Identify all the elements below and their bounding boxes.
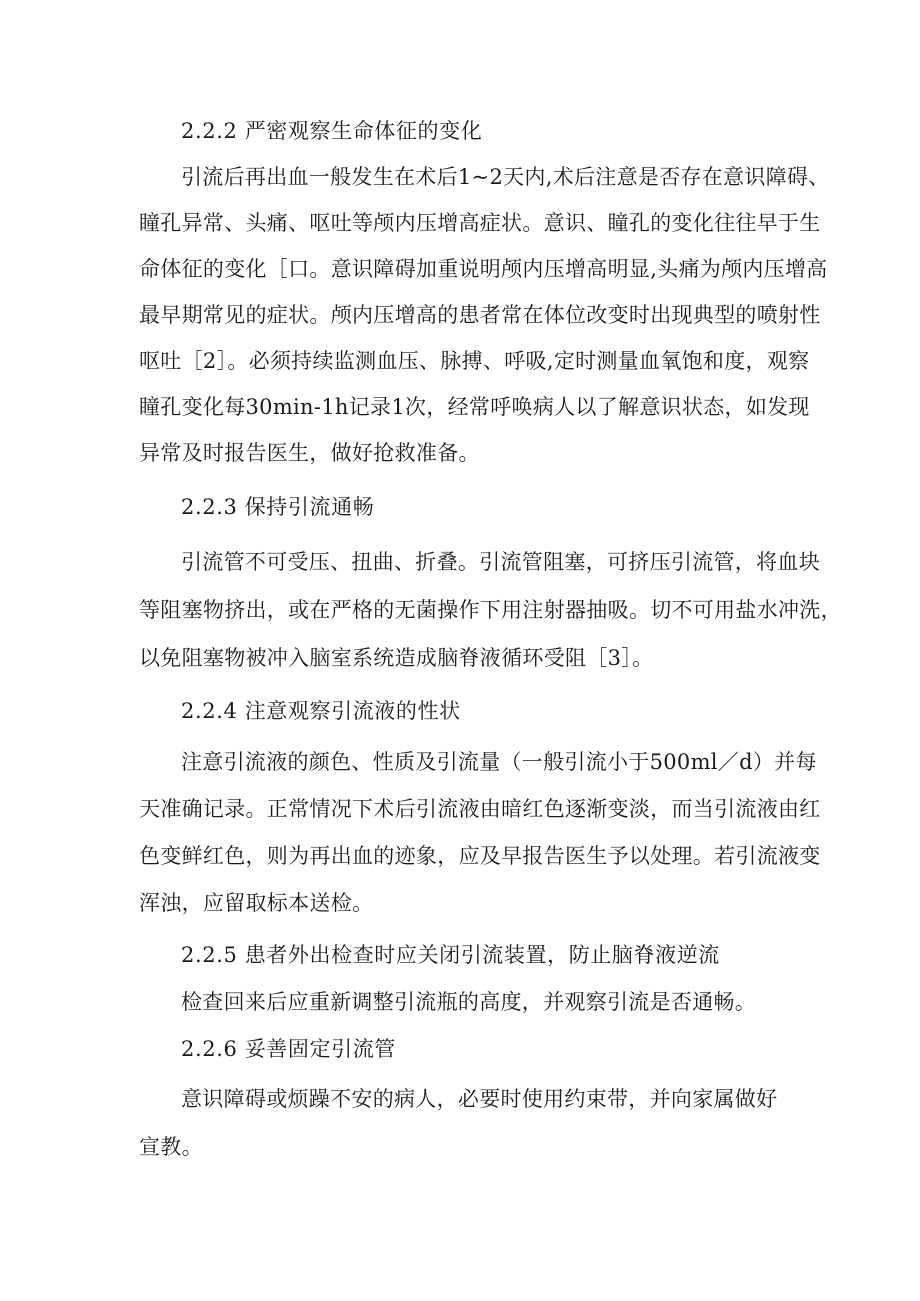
- paragraph-line: 瞳孔异常、头痛、呕吐等颅内压增高症状。意识、瞳孔的变化往往早于生: [139, 211, 821, 235]
- section-heading-2-2-6: 2.2.6 妥善固定引流管: [181, 1037, 396, 1061]
- section-heading-2-2-3: 2.2.3 保持引流通畅: [181, 495, 375, 519]
- paragraph-line: 引流后再出血一般发生在术后1~2天内,术后注意是否存在意识障碍、: [181, 165, 830, 189]
- paragraph-line: 以免阻塞物被冲入脑室系统造成脑脊液循环受阻［3］。: [139, 646, 654, 670]
- paragraph-line: 宣教。: [139, 1135, 203, 1159]
- paragraph-line: 浑浊，应留取标本送检。: [139, 891, 374, 915]
- section-heading-2-2-4: 2.2.4 注意观察引流液的性状: [181, 699, 461, 723]
- paragraph-line: 色变鲜红色，则为再出血的迹象，应及早报告医生予以处理。若引流液变: [139, 844, 821, 868]
- paragraph-line: 瞳孔变化每30min-1h记录1次，经常呼唤病人以了解意识状态，如发现: [139, 395, 810, 419]
- paragraph-line: 等阻塞物挤出，或在严格的无菌操作下用注射器抽吸。切不可用盐水冲洗，: [139, 598, 842, 622]
- section-heading-2-2-5: 2.2.5 患者外出检查时应关闭引流装置，防止脑脊液逆流: [181, 943, 720, 967]
- paragraph-line: 天准确记录。正常情况下术后引流液由暗红色逐渐变淡，而当引流液由红: [139, 797, 821, 821]
- paragraph-line: 注意引流液的颜色、性质及引流量（一般引流小于500ml／d）并每: [181, 750, 817, 774]
- paragraph-line: 呕吐［2］。必须持续监测血压、脉搏、呼吸,定时测量血氧饱和度，观察: [139, 349, 810, 373]
- paragraph-line: 命体征的变化［口。意识障碍加重说明颅内压增高明显,头痛为颅内压增高: [139, 257, 828, 281]
- paragraph-line: 异常及时报告医生，做好抢救准备。: [139, 441, 480, 465]
- paragraph-line: 意识障碍或烦躁不安的病人，必要时使用约束带，并向家属做好: [181, 1087, 778, 1111]
- paragraph-line: 检查回来后应重新调整引流瓶的高度，并观察引流是否通畅。: [181, 990, 757, 1014]
- section-heading-2-2-2: 2.2.2 严密观察生命体征的变化: [181, 119, 483, 143]
- paragraph-line: 最早期常见的症状。颅内压增高的患者常在体位改变时出现典型的喷射性: [139, 303, 821, 327]
- paragraph-line: 引流管不可受压、扭曲、折叠。引流管阻塞，可挤压引流管，将血块: [181, 550, 820, 574]
